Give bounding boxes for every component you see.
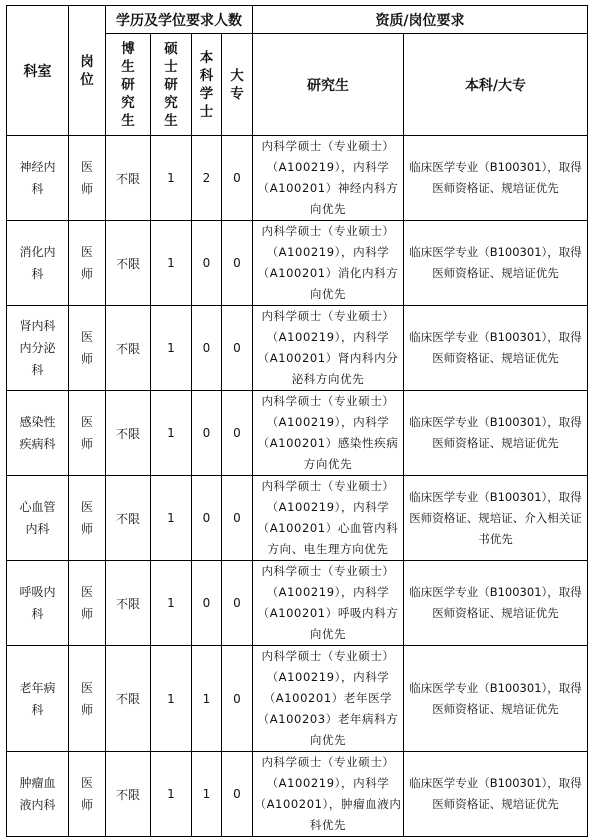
master-count-cell: 1 [151, 391, 192, 476]
college-count-cell: 0 [222, 646, 253, 752]
phd-count-cell: 不限 [106, 561, 151, 646]
master-count-cell: 1 [151, 752, 192, 837]
dept-cell: 呼吸内科 [7, 561, 69, 646]
grad-requirement-cell: 内科学硕士（专业硕士）（A100219），内科学（A100201）感染性疾病方向优先 [253, 391, 404, 476]
bachelor-count-cell: 1 [192, 752, 222, 837]
table-row [7, 476, 588, 561]
post-cell: 医师 [69, 391, 106, 476]
college-header: 大专 [222, 34, 253, 136]
post-cell: 医师 [69, 752, 106, 837]
post-cell: 医师 [69, 561, 106, 646]
undergrad-requirement-cell: 临床医学专业（B100301），取得医师资格证、规培证优先 [404, 136, 588, 221]
bachelor-count-cell: 0 [192, 561, 222, 646]
dept-header: 科室 [7, 6, 69, 136]
master-count-cell: 1 [151, 136, 192, 221]
college-count-cell: 0 [222, 561, 253, 646]
college-count-cell: 0 [222, 476, 253, 561]
grad-req-header: 研究生 [253, 34, 404, 136]
table-row [7, 136, 588, 221]
phd-count-cell: 不限 [106, 306, 151, 391]
table-row [7, 306, 588, 391]
bachelor-count-cell: 1 [192, 646, 222, 752]
header-row-1 [7, 6, 588, 34]
college-count-cell: 0 [222, 752, 253, 837]
undergrad-requirement-cell: 临床医学专业（B100301），取得医师资格证、规培证优先 [404, 752, 588, 837]
college-count-cell: 0 [222, 136, 253, 221]
grad-requirement-cell: 内科学硕士（专业硕士）（A100219），内科学（A100201），肿瘤血液内科优先 [253, 752, 404, 837]
dept-cell: 老年病科 [7, 646, 69, 752]
phd-count-cell: 不限 [106, 476, 151, 561]
bachelor-count-cell: 0 [192, 221, 222, 306]
bachelor-count-cell: 0 [192, 391, 222, 476]
dept-cell: 感染性疾病科 [7, 391, 69, 476]
master-count-cell: 1 [151, 646, 192, 752]
edu-group-header: 学历及学位要求人数 [106, 6, 253, 34]
requirements-page [6, 5, 588, 837]
table-row [7, 561, 588, 646]
post-cell: 医师 [69, 136, 106, 221]
dept-cell: 神经内科 [7, 136, 69, 221]
master-count-cell: 1 [151, 561, 192, 646]
dept-cell: 消化内科 [7, 221, 69, 306]
master-header: 硕士研究生 [151, 34, 192, 136]
grad-requirement-cell: 内科学硕士（专业硕士）（A100219），内科学（A100201）心血管内科方向、电生理方向优先 [253, 476, 404, 561]
dept-cell: 肿瘤血液内科 [7, 752, 69, 837]
dept-cell: 心血管内科 [7, 476, 69, 561]
undergrad-requirement-cell: 临床医学专业（B100301），取得医师资格证、规培证优先 [404, 391, 588, 476]
dept-cell: 肾内科内分泌科 [7, 306, 69, 391]
undergrad-requirement-cell: 临床医学专业（B100301），取得医师资格证、规培证优先 [404, 561, 588, 646]
master-count-cell: 1 [151, 476, 192, 561]
table-row [7, 221, 588, 306]
undergrad-requirement-cell: 临床医学专业（B100301），取得医师资格证、规培证优先 [404, 646, 588, 752]
undergrad-requirement-cell: 临床医学专业（B100301），取得医师资格证、规培证优先 [404, 306, 588, 391]
grad-requirement-cell: 内科学硕士（专业硕士）（A100219），内科学（A100201）呼吸内科方向优先 [253, 561, 404, 646]
bachelor-count-cell: 0 [192, 476, 222, 561]
grad-requirement-cell: 内科学硕士（专业硕士）（A100219），内科学（A100201）肾内科内分泌科方向优先 [253, 306, 404, 391]
bachelor-count-cell: 0 [192, 306, 222, 391]
master-count-cell: 1 [151, 221, 192, 306]
qual-group-header: 资质/岗位要求 [253, 6, 588, 34]
phd-header: 博生研究生 [106, 34, 151, 136]
post-header: 岗位 [69, 6, 106, 136]
grad-requirement-cell: 内科学硕士（专业硕士）（A100219），内科学（A100201）神经内科方向优先 [253, 136, 404, 221]
recruitment-requirements-table [6, 5, 588, 837]
post-cell: 医师 [69, 476, 106, 561]
college-count-cell: 0 [222, 306, 253, 391]
college-count-cell: 0 [222, 391, 253, 476]
undergrad-requirement-cell: 临床医学专业（B100301），取得医师资格证、规培证优先 [404, 221, 588, 306]
master-count-cell: 1 [151, 306, 192, 391]
undergrad-req-header: 本科/大专 [404, 34, 588, 136]
phd-count-cell: 不限 [106, 391, 151, 476]
bachelor-header: 本科学士 [192, 34, 222, 136]
grad-requirement-cell: 内科学硕士（专业硕士）（A100219），内科学（A100201）消化内科方向优先 [253, 221, 404, 306]
post-cell: 医师 [69, 221, 106, 306]
bachelor-count-cell: 2 [192, 136, 222, 221]
post-cell: 医师 [69, 306, 106, 391]
undergrad-requirement-cell: 临床医学专业（B100301），取得医师资格证、规培证、介入相关证书优先 [404, 476, 588, 561]
phd-count-cell: 不限 [106, 752, 151, 837]
phd-count-cell: 不限 [106, 646, 151, 752]
college-count-cell: 0 [222, 221, 253, 306]
phd-count-cell: 不限 [106, 136, 151, 221]
post-cell: 医师 [69, 646, 106, 752]
table-row [7, 391, 588, 476]
table-row [7, 752, 588, 837]
grad-requirement-cell: 内科学硕士（专业硕士）（A100219），内科学（A100201）老年医学（A100203）老年病科方向优先 [253, 646, 404, 752]
phd-count-cell: 不限 [106, 221, 151, 306]
table-row [7, 646, 588, 752]
